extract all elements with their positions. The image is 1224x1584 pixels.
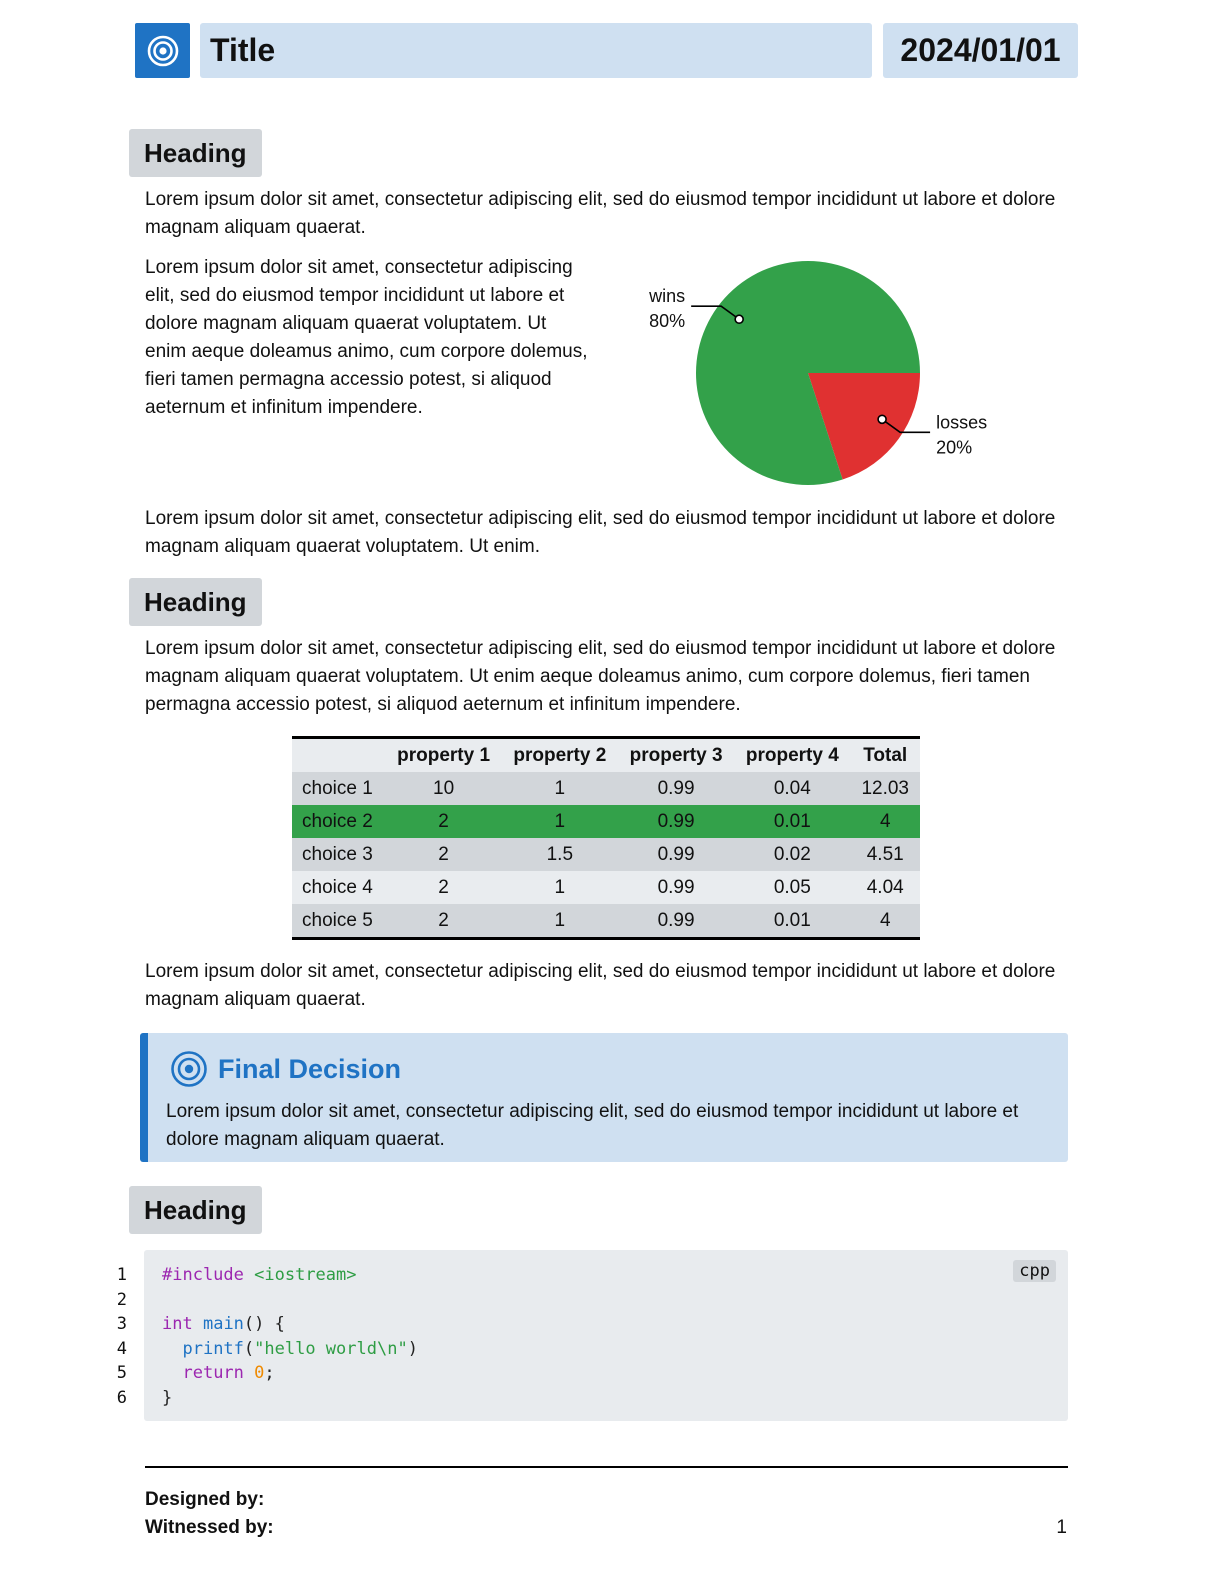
- table-cell: 0.99: [618, 805, 734, 838]
- target-icon: [170, 1050, 208, 1088]
- section2-paragraph-2: Lorem ipsum dolor sit amet, consectetur adipiscing elit, sed do eiusmod tempor incididunt ut labore et dolore magnam aliquam quaerat.: [145, 961, 1056, 1010]
- table-row: [292, 838, 920, 871]
- line-number: 6: [116, 1387, 127, 1408]
- table-cell: 4.04: [850, 871, 920, 904]
- table-cell: 1: [502, 805, 618, 838]
- table-cell: 2: [385, 871, 501, 904]
- table-cell: choice 3: [292, 838, 385, 871]
- table-cell: 0.99: [618, 871, 734, 904]
- table-cell: 10: [385, 772, 501, 805]
- table-cell: 1.5: [502, 838, 618, 871]
- table-cell: 0.02: [734, 838, 850, 871]
- table-cell: 4.51: [850, 838, 920, 871]
- table-cell: 2: [385, 805, 501, 838]
- line-number: 4: [116, 1338, 127, 1359]
- section-heading-1: Heading: [129, 129, 262, 177]
- table-cell: 4: [850, 904, 920, 939]
- line-number: 3: [116, 1314, 127, 1335]
- table-cell: choice 4: [292, 871, 385, 904]
- pie-value-losses: 20%: [936, 437, 973, 458]
- page-date: 2024/01/01: [883, 23, 1078, 78]
- callout-body: Lorem ipsum dolor sit amet, consectetur adipiscing elit, sed do eiusmod tempor incididunt ut labore et dolore magnam aliquam quaerat.: [166, 1101, 1019, 1150]
- pie-chart: [620, 255, 1020, 495]
- page-title: Title: [200, 23, 872, 78]
- table-cell: 0.99: [618, 904, 734, 939]
- table-cell: 12.03: [850, 772, 920, 805]
- page-number: 1: [1056, 1517, 1067, 1538]
- witnessed-by-label: Witnessed by:: [145, 1517, 274, 1538]
- table-row-highlighted: [292, 805, 920, 838]
- target-icon: [146, 34, 180, 68]
- table-cell: choice 5: [292, 904, 385, 939]
- section1-paragraph-3: Lorem ipsum dolor sit amet, consectetur adipiscing elit, sed do eiusmod tempor incididunt ut labore et dolore magnam aliquam quaerat voluptatem. Ut enim.: [145, 508, 1056, 557]
- line-number: 5: [116, 1363, 127, 1384]
- table-cell: choice 1: [292, 772, 385, 805]
- section2-paragraph-1: Lorem ipsum dolor sit amet, consectetur adipiscing elit, sed do eiusmod tempor incididunt ut labore et dolore magnam aliquam quaerat voluptatem. Ut enim aeque doleamus animo, cum corpore dolemus, fieri tamen permagna accessio potest, si aliquod aeternum et infinitum impendere.: [145, 638, 1056, 715]
- header-target-icon: [135, 23, 190, 78]
- code-content: #include <iostream> int main() { printf("hello world\n") return 0; }: [162, 1265, 418, 1408]
- table-cell: 1: [502, 904, 618, 939]
- designed-by-label: Designed by:: [145, 1489, 265, 1510]
- pie-leader-dot-wins: [735, 315, 743, 323]
- pie-label-losses: losses: [936, 412, 988, 433]
- section1-paragraph-2: Lorem ipsum dolor sit amet, consectetur adipiscing elit, sed do eiusmod tempor incididunt ut labore et dolore magnam aliquam quaerat voluptatem. Ut enim aeque doleamus animo, cum corpore dolemus, fieri tamen permagna accessio potest, si aliquod aeternum et infinitum impendere.: [145, 257, 588, 418]
- table-header-cell: property 1: [385, 738, 501, 773]
- callout-header: [170, 1050, 401, 1088]
- pie-leader-dot-losses: [878, 415, 886, 423]
- table-header-cell: Total: [850, 738, 920, 773]
- table-header-cell: property 4: [734, 738, 850, 773]
- pie-value-wins: 80%: [649, 311, 686, 332]
- table-cell: 1: [502, 772, 618, 805]
- table-cell: 4: [850, 805, 920, 838]
- table-cell: 0.04: [734, 772, 850, 805]
- code-block: [144, 1250, 1068, 1421]
- table-row: [292, 871, 920, 904]
- table-header-row: [292, 738, 920, 773]
- callout-title: Final Decision: [218, 1053, 402, 1084]
- table-cell: 0.01: [734, 805, 850, 838]
- pie-label-wins: wins: [649, 286, 686, 307]
- table-header-cell: property 2: [502, 738, 618, 773]
- line-number: 1: [116, 1265, 127, 1285]
- table-cell: 2: [385, 904, 501, 939]
- table-cell: 0.99: [618, 838, 734, 871]
- footer-divider: [145, 1466, 1068, 1468]
- comparison-table: [292, 736, 920, 940]
- final-decision-callout: [140, 1033, 1068, 1162]
- table-cell: 0.05: [734, 871, 850, 904]
- line-number: 2: [116, 1289, 127, 1310]
- table-cell: 2: [385, 838, 501, 871]
- table-cell: 0.01: [734, 904, 850, 939]
- section1-paragraph-1: Lorem ipsum dolor sit amet, consectetur adipiscing elit, sed do eiusmod tempor incididunt ut labore et dolore magnam aliquam quaerat.: [145, 189, 1056, 238]
- table-cell: choice 2: [292, 805, 385, 838]
- table-header-cell: property 3: [618, 738, 734, 773]
- section-heading-3: Heading: [129, 1186, 262, 1234]
- section-heading-2: Heading: [129, 578, 262, 626]
- table-cell: 1: [502, 871, 618, 904]
- table-row: [292, 772, 920, 805]
- table-header-cell: [292, 738, 385, 773]
- pie-chart-svg: [620, 255, 1020, 495]
- table-row: [292, 904, 920, 939]
- table-cell: 0.99: [618, 772, 734, 805]
- code-line-numbers: [100, 1263, 127, 1411]
- code-language-tag: cpp: [1013, 1260, 1056, 1282]
